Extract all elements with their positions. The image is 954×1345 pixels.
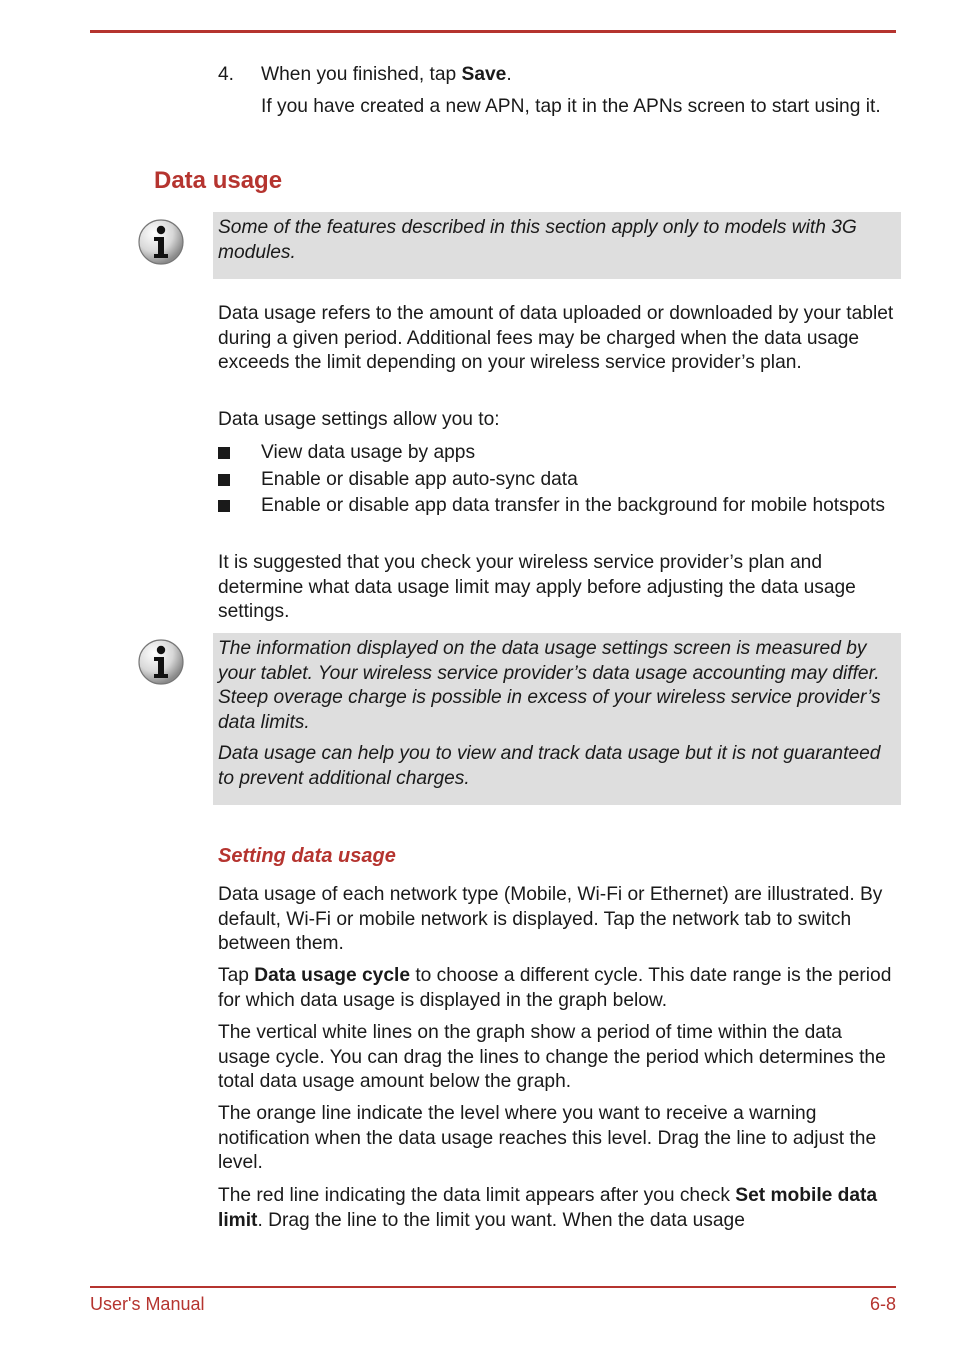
list-item: Enable or disable app data transfer in the background for mobile hotspots bbox=[218, 494, 898, 519]
list-item: Enable or disable app auto-sync data bbox=[218, 468, 898, 493]
suggest-paragraph: It is suggested that you check your wireless service provider’s plan and determine what data usage limit may apply before adjusting the data usage settings. bbox=[218, 552, 856, 623]
note-box bbox=[213, 212, 901, 279]
page-number: 6-8 bbox=[869, 1294, 896, 1314]
header-rule bbox=[90, 30, 896, 33]
intro-paragraph: Data usage refers to the amount of data uploaded or downloaded by your tablet during a given period. Additional fees may be charged when the data usage exceeds the limit depending on your wireless service provider’s plan. bbox=[218, 303, 894, 374]
list-item: View data usage by apps bbox=[218, 441, 898, 466]
body-paragraph: The red line indicating the data limit appears after you check Set mobile data limit. Drag the line to the limit you want. When the data usage bbox=[218, 1185, 878, 1231]
bullet-square-icon bbox=[218, 474, 230, 486]
body-paragraph: The vertical white lines on the graph show a period of time within the data usage cycle. You can drag the lines to change the period which determines the total data usage amount below the graph. bbox=[218, 1022, 886, 1093]
section-title: Data usage bbox=[154, 167, 283, 194]
footer-rule bbox=[90, 1286, 896, 1288]
info-icon bbox=[137, 638, 185, 686]
body-paragraph: Tap Data usage cycle to choose a different cycle. This date range is the period for which data usage is displayed in the graph below. bbox=[218, 965, 892, 1011]
info-icon bbox=[137, 218, 185, 266]
note-text: Some of the features described in this section apply only to models with 3G modules. bbox=[218, 217, 857, 263]
body-paragraph: Data usage of each network type (Mobile, Wi-Fi or Ethernet) are illustrated. By default, Wi-Fi or mobile network is displayed. Tap the network tab to switch between them. bbox=[218, 884, 883, 955]
step-4-detail: If you have created a new APN, tap it in the APNs screen to start using it. bbox=[261, 96, 881, 117]
step-4-text: When you finished, tap Save. bbox=[261, 64, 512, 85]
body-paragraph: The orange line indicate the level where you want to receive a warning notification when the data usage reaches this level. Drag the line to adjust the level. bbox=[218, 1103, 877, 1174]
step-number: 4. bbox=[218, 64, 235, 85]
bullet-square-icon bbox=[218, 447, 230, 459]
note-text: The information displayed on the data usage settings screen is measured by your tablet. Your wireless service provider’s data usage accounting may differ. Steep overage charge is possible in excess of your wireless service provider’s data limits. bbox=[218, 638, 881, 733]
settings-lead: Data usage settings allow you to: bbox=[218, 409, 500, 430]
bullet-square-icon bbox=[218, 500, 230, 512]
footer-title: User's Manual bbox=[90, 1294, 205, 1314]
subsection-title: Setting data usage bbox=[218, 845, 396, 867]
note-text: Data usage can help you to view and track data usage but it is not guaranteed to prevent additional charges. bbox=[218, 743, 881, 789]
note-box bbox=[213, 633, 901, 805]
bullet-list bbox=[218, 441, 898, 521]
